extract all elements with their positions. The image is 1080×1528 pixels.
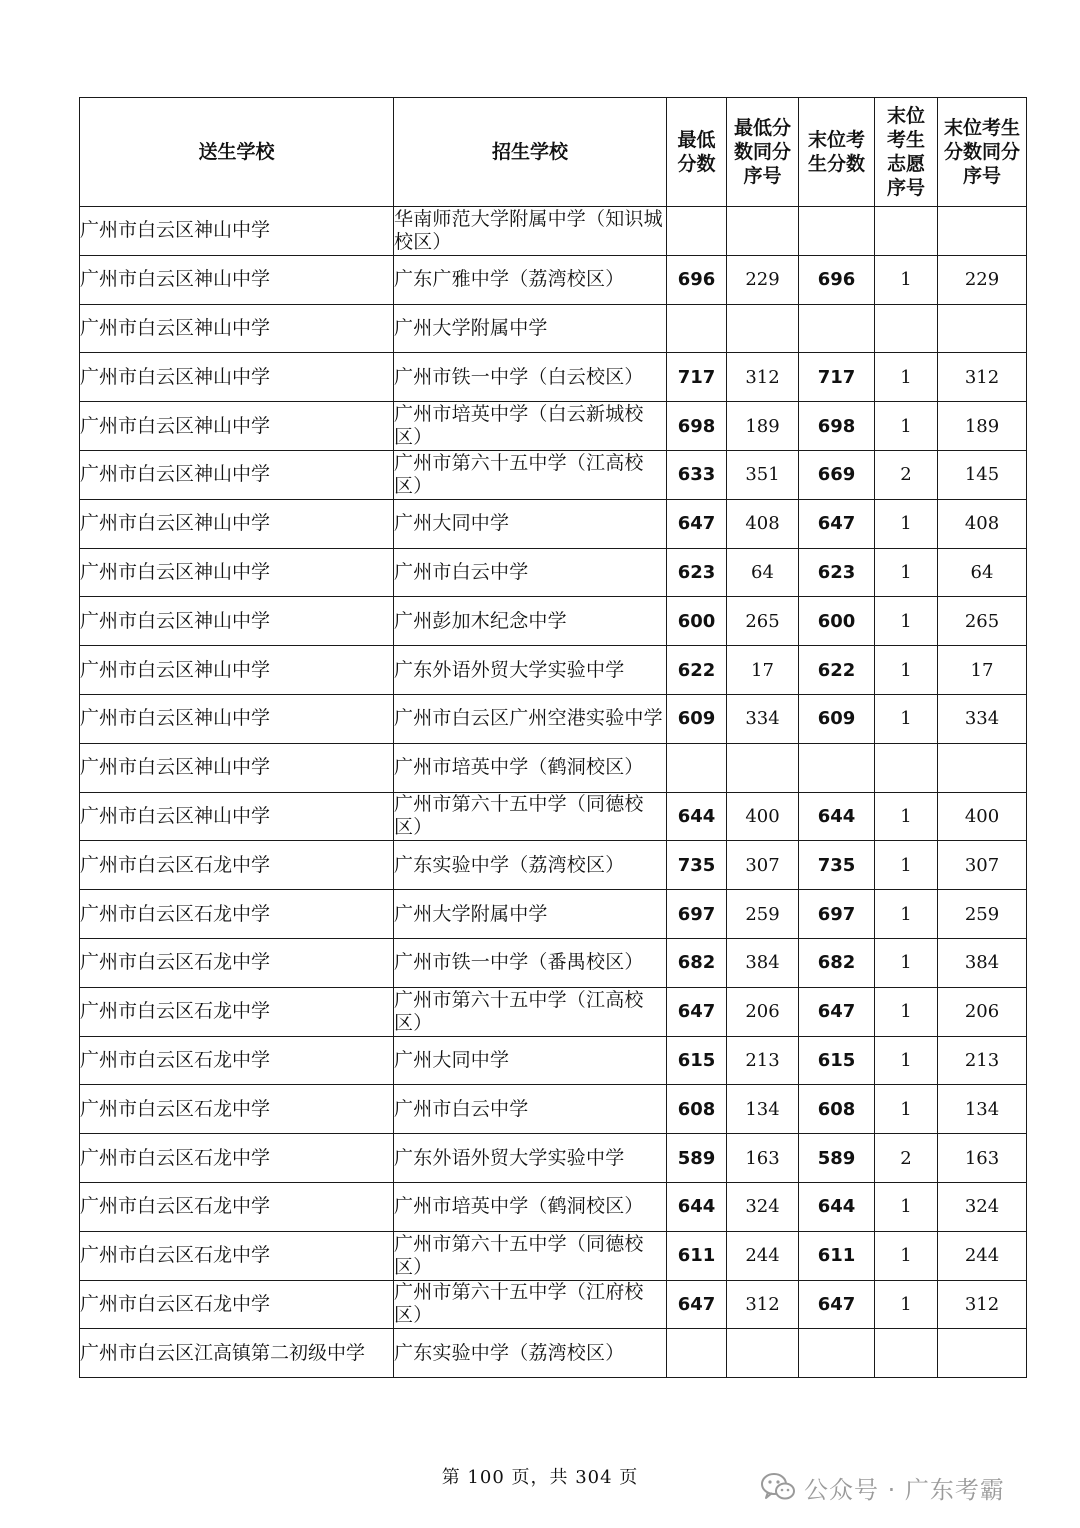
cell-last-rank: 400 (938, 792, 1027, 841)
cell-min-score: 609 (667, 694, 727, 743)
table-row (80, 890, 1027, 939)
cell-last-choice (875, 1329, 938, 1378)
page-number: 第 100 页，共 304 页 (441, 1467, 639, 1488)
table-row (80, 450, 1027, 499)
table-row (80, 402, 1027, 451)
cell-last-rank (938, 207, 1027, 256)
cell-last-choice: 1 (875, 1280, 938, 1329)
cell-target-school: 广州市白云中学 (394, 1085, 667, 1134)
cell-last-rank: 145 (938, 450, 1027, 499)
cell-last-rank (938, 743, 1027, 792)
cell-min-score: 696 (667, 255, 727, 304)
cell-min-score (667, 1329, 727, 1378)
cell-last-rank: 265 (938, 597, 1027, 646)
cell-min-rank: 17 (727, 646, 799, 695)
cell-target-school: 广东实验中学（荔湾校区） (394, 841, 667, 890)
header-min-rank-line: 数同分 (733, 141, 791, 163)
table-row (80, 353, 1027, 402)
cell-min-rank: 312 (727, 353, 799, 402)
cell-min-score: 611 (667, 1231, 727, 1280)
cell-sending-school: 广州市白云区石龙中学 (80, 1280, 394, 1329)
cell-last-choice: 1 (875, 841, 938, 890)
table-row (80, 1134, 1027, 1183)
cell-sending-school: 广州市白云区神山中学 (80, 304, 394, 353)
cell-last-choice: 1 (875, 694, 938, 743)
header-target-school: 招生学校 (394, 98, 667, 207)
cell-min-rank (727, 304, 799, 353)
table-row (80, 1085, 1027, 1134)
cell-sending-school: 广州市白云区石龙中学 (80, 890, 394, 939)
cell-target-school: 广州市培英中学（鹤洞校区） (394, 743, 667, 792)
cell-sending-school: 广州市白云区神山中学 (80, 450, 394, 499)
cell-last-score (799, 743, 875, 792)
cell-min-rank: 134 (727, 1085, 799, 1134)
cell-target-school: 广东外语外贸大学实验中学 (394, 1134, 667, 1183)
table-body (80, 207, 1027, 1378)
cell-target-school: 广州市第六十五中学（同德校区） (394, 792, 667, 841)
cell-min-rank: 213 (727, 1036, 799, 1085)
cell-min-rank: 64 (727, 548, 799, 597)
cell-last-rank: 64 (938, 548, 1027, 597)
cell-target-school: 广州市培英中学（鹤洞校区） (394, 1182, 667, 1231)
header-last-choice-line: 末位 (886, 105, 925, 127)
cell-target-school: 华南师范大学附属中学（知识城校区） (394, 207, 667, 256)
table-row (80, 1036, 1027, 1085)
cell-min-rank: 206 (727, 987, 799, 1036)
cell-min-rank (727, 1329, 799, 1378)
header-last-score-line: 生分数 (807, 153, 865, 175)
cell-sending-school: 广州市白云区江高镇第二初级中学 (80, 1329, 394, 1378)
table-row (80, 938, 1027, 987)
cell-min-rank (727, 207, 799, 256)
cell-last-rank: 408 (938, 499, 1027, 548)
cell-min-rank (727, 743, 799, 792)
cell-min-score (667, 304, 727, 353)
table-row (80, 792, 1027, 841)
header-last-rank (938, 98, 1027, 207)
cell-last-choice: 1 (875, 646, 938, 695)
cell-target-school: 广东广雅中学（荔湾校区） (394, 255, 667, 304)
cell-target-school: 广州彭加木纪念中学 (394, 597, 667, 646)
table-row (80, 1231, 1027, 1280)
cell-target-school: 广东外语外贸大学实验中学 (394, 646, 667, 695)
header-sending-school: 送生学校 (80, 98, 394, 207)
header-min-rank (727, 98, 799, 207)
cell-last-rank: 307 (938, 841, 1027, 890)
header-last-choice-line: 志愿 (886, 153, 925, 175)
cell-sending-school: 广州市白云区石龙中学 (80, 1036, 394, 1085)
cell-min-score: 647 (667, 1280, 727, 1329)
cell-last-score: 615 (799, 1036, 875, 1085)
cell-sending-school: 广州市白云区神山中学 (80, 694, 394, 743)
cell-sending-school: 广州市白云区神山中学 (80, 255, 394, 304)
header-last-score-line: 末位考 (807, 129, 865, 151)
cell-last-choice (875, 207, 938, 256)
cell-last-score: 609 (799, 694, 875, 743)
cell-last-rank: 206 (938, 987, 1027, 1036)
table-row (80, 207, 1027, 256)
cell-last-choice (875, 304, 938, 353)
cell-sending-school: 广州市白云区石龙中学 (80, 1231, 394, 1280)
cell-last-choice: 1 (875, 353, 938, 402)
cell-last-rank: 259 (938, 890, 1027, 939)
admission-table (79, 97, 1027, 1378)
cell-last-choice: 1 (875, 255, 938, 304)
cell-last-rank: 324 (938, 1182, 1027, 1231)
cell-min-score: 600 (667, 597, 727, 646)
cell-last-score: 697 (799, 890, 875, 939)
cell-last-rank: 189 (938, 402, 1027, 451)
cell-last-choice: 1 (875, 938, 938, 987)
cell-sending-school: 广州市白云区石龙中学 (80, 1182, 394, 1231)
cell-last-rank: 312 (938, 1280, 1027, 1329)
cell-last-score: 647 (799, 499, 875, 548)
cell-last-score: 589 (799, 1134, 875, 1183)
cell-min-rank: 259 (727, 890, 799, 939)
cell-min-rank: 408 (727, 499, 799, 548)
cell-last-choice: 1 (875, 890, 938, 939)
table-row (80, 1182, 1027, 1231)
cell-last-rank: 163 (938, 1134, 1027, 1183)
cell-last-score: 682 (799, 938, 875, 987)
cell-last-rank (938, 1329, 1027, 1378)
wechat-icon (760, 1472, 796, 1502)
cell-last-score: 647 (799, 987, 875, 1036)
header-last-rank-line: 序号 (962, 165, 1001, 187)
cell-min-score: 697 (667, 890, 727, 939)
watermark-text: 公众号 · 广东考霸 (804, 1475, 1005, 1504)
cell-last-score: 644 (799, 792, 875, 841)
header-min-rank-line: 最低分 (733, 117, 791, 139)
cell-last-rank: 244 (938, 1231, 1027, 1280)
cell-target-school: 广州大学附属中学 (394, 304, 667, 353)
cell-target-school: 广州市第六十五中学（江高校区） (394, 987, 667, 1036)
cell-sending-school: 广州市白云区神山中学 (80, 548, 394, 597)
header-min-score-line: 分数 (677, 153, 716, 175)
cell-last-score: 717 (799, 353, 875, 402)
cell-sending-school: 广州市白云区神山中学 (80, 207, 394, 256)
cell-min-rank: 265 (727, 597, 799, 646)
header-min-score (667, 98, 727, 207)
cell-last-choice: 2 (875, 450, 938, 499)
cell-min-score: 608 (667, 1085, 727, 1134)
cell-sending-school: 广州市白云区石龙中学 (80, 1085, 394, 1134)
header-last-choice-line: 序号 (886, 177, 925, 199)
cell-last-score: 611 (799, 1231, 875, 1280)
cell-last-choice: 1 (875, 987, 938, 1036)
cell-last-score (799, 1329, 875, 1378)
cell-last-choice: 1 (875, 1036, 938, 1085)
cell-sending-school: 广州市白云区神山中学 (80, 792, 394, 841)
cell-last-score: 644 (799, 1182, 875, 1231)
cell-min-rank: 229 (727, 255, 799, 304)
cell-sending-school: 广州市白云区石龙中学 (80, 1134, 394, 1183)
cell-last-rank: 334 (938, 694, 1027, 743)
cell-last-choice (875, 743, 938, 792)
table-row (80, 841, 1027, 890)
header-last-score (799, 98, 875, 207)
cell-last-rank: 312 (938, 353, 1027, 402)
cell-target-school: 广州市铁一中学（白云校区） (394, 353, 667, 402)
watermark (760, 1470, 1005, 1504)
cell-last-score (799, 304, 875, 353)
cell-target-school: 广州市白云中学 (394, 548, 667, 597)
table-row (80, 987, 1027, 1036)
cell-sending-school: 广州市白云区神山中学 (80, 597, 394, 646)
cell-sending-school: 广州市白云区神山中学 (80, 499, 394, 548)
cell-last-choice: 1 (875, 597, 938, 646)
cell-last-score (799, 207, 875, 256)
header-last-choice-line: 考生 (886, 129, 925, 151)
cell-last-rank: 213 (938, 1036, 1027, 1085)
cell-min-rank: 400 (727, 792, 799, 841)
cell-sending-school: 广州市白云区石龙中学 (80, 841, 394, 890)
table-row (80, 597, 1027, 646)
cell-last-choice: 1 (875, 792, 938, 841)
cell-min-rank: 324 (727, 1182, 799, 1231)
header-last-choice (875, 98, 938, 207)
cell-sending-school: 广州市白云区神山中学 (80, 646, 394, 695)
cell-min-score: 717 (667, 353, 727, 402)
cell-min-score (667, 207, 727, 256)
cell-target-school: 广州市第六十五中学（江高校区） (394, 450, 667, 499)
cell-last-score: 647 (799, 1280, 875, 1329)
cell-last-score: 622 (799, 646, 875, 695)
cell-last-score: 600 (799, 597, 875, 646)
cell-sending-school: 广州市白云区石龙中学 (80, 938, 394, 987)
table-row (80, 548, 1027, 597)
cell-min-score: 698 (667, 402, 727, 451)
cell-last-rank: 229 (938, 255, 1027, 304)
cell-last-score: 669 (799, 450, 875, 499)
cell-min-score: 644 (667, 1182, 727, 1231)
cell-min-score: 589 (667, 1134, 727, 1183)
cell-last-choice: 1 (875, 1085, 938, 1134)
cell-min-rank: 351 (727, 450, 799, 499)
header-min-score-line: 最低 (677, 129, 716, 151)
cell-last-rank: 134 (938, 1085, 1027, 1134)
cell-target-school: 广州市铁一中学（番禺校区） (394, 938, 667, 987)
cell-min-rank: 307 (727, 841, 799, 890)
cell-min-score: 615 (667, 1036, 727, 1085)
admission-table-sheet (79, 97, 1026, 1378)
cell-min-rank: 189 (727, 402, 799, 451)
cell-min-score: 633 (667, 450, 727, 499)
table-row (80, 499, 1027, 548)
cell-min-rank: 312 (727, 1280, 799, 1329)
table-row (80, 1329, 1027, 1378)
cell-target-school: 广州市第六十五中学（同德校区） (394, 1231, 667, 1280)
cell-last-rank: 17 (938, 646, 1027, 695)
cell-min-score (667, 743, 727, 792)
cell-last-score: 698 (799, 402, 875, 451)
cell-min-score: 644 (667, 792, 727, 841)
cell-min-score: 647 (667, 499, 727, 548)
table-row (80, 743, 1027, 792)
table-header-row (80, 98, 1027, 207)
cell-min-rank: 244 (727, 1231, 799, 1280)
cell-min-rank: 163 (727, 1134, 799, 1183)
table-row (80, 1280, 1027, 1329)
table-row (80, 255, 1027, 304)
cell-sending-school: 广州市白云区石龙中学 (80, 987, 394, 1036)
cell-last-score: 696 (799, 255, 875, 304)
cell-min-score: 735 (667, 841, 727, 890)
header-last-rank-line: 末位考生 (943, 117, 1020, 139)
cell-sending-school: 广州市白云区神山中学 (80, 743, 394, 792)
header-last-rank-line: 分数同分 (943, 141, 1020, 163)
cell-target-school: 广州大同中学 (394, 1036, 667, 1085)
table-row (80, 304, 1027, 353)
cell-last-score: 608 (799, 1085, 875, 1134)
cell-target-school: 广东实验中学（荔湾校区） (394, 1329, 667, 1378)
table-row (80, 694, 1027, 743)
cell-min-rank: 334 (727, 694, 799, 743)
cell-last-choice: 1 (875, 499, 938, 548)
cell-target-school: 广州大学附属中学 (394, 890, 667, 939)
cell-target-school: 广州市培英中学（白云新城校区） (394, 402, 667, 451)
cell-last-choice: 1 (875, 1231, 938, 1280)
cell-sending-school: 广州市白云区神山中学 (80, 353, 394, 402)
cell-last-choice: 1 (875, 402, 938, 451)
cell-last-choice: 1 (875, 548, 938, 597)
cell-last-score: 623 (799, 548, 875, 597)
cell-last-rank: 384 (938, 938, 1027, 987)
cell-min-score: 623 (667, 548, 727, 597)
cell-min-score: 622 (667, 646, 727, 695)
cell-target-school: 广州市第六十五中学（江府校区） (394, 1280, 667, 1329)
cell-target-school: 广州大同中学 (394, 499, 667, 548)
cell-last-rank (938, 304, 1027, 353)
cell-last-choice: 2 (875, 1134, 938, 1183)
cell-min-rank: 384 (727, 938, 799, 987)
table-row (80, 646, 1027, 695)
cell-min-score: 682 (667, 938, 727, 987)
cell-last-choice: 1 (875, 1182, 938, 1231)
cell-last-score: 735 (799, 841, 875, 890)
cell-sending-school: 广州市白云区神山中学 (80, 402, 394, 451)
cell-min-score: 647 (667, 987, 727, 1036)
header-min-rank-line: 序号 (743, 165, 782, 187)
cell-target-school: 广州市白云区广州空港实验中学 (394, 694, 667, 743)
